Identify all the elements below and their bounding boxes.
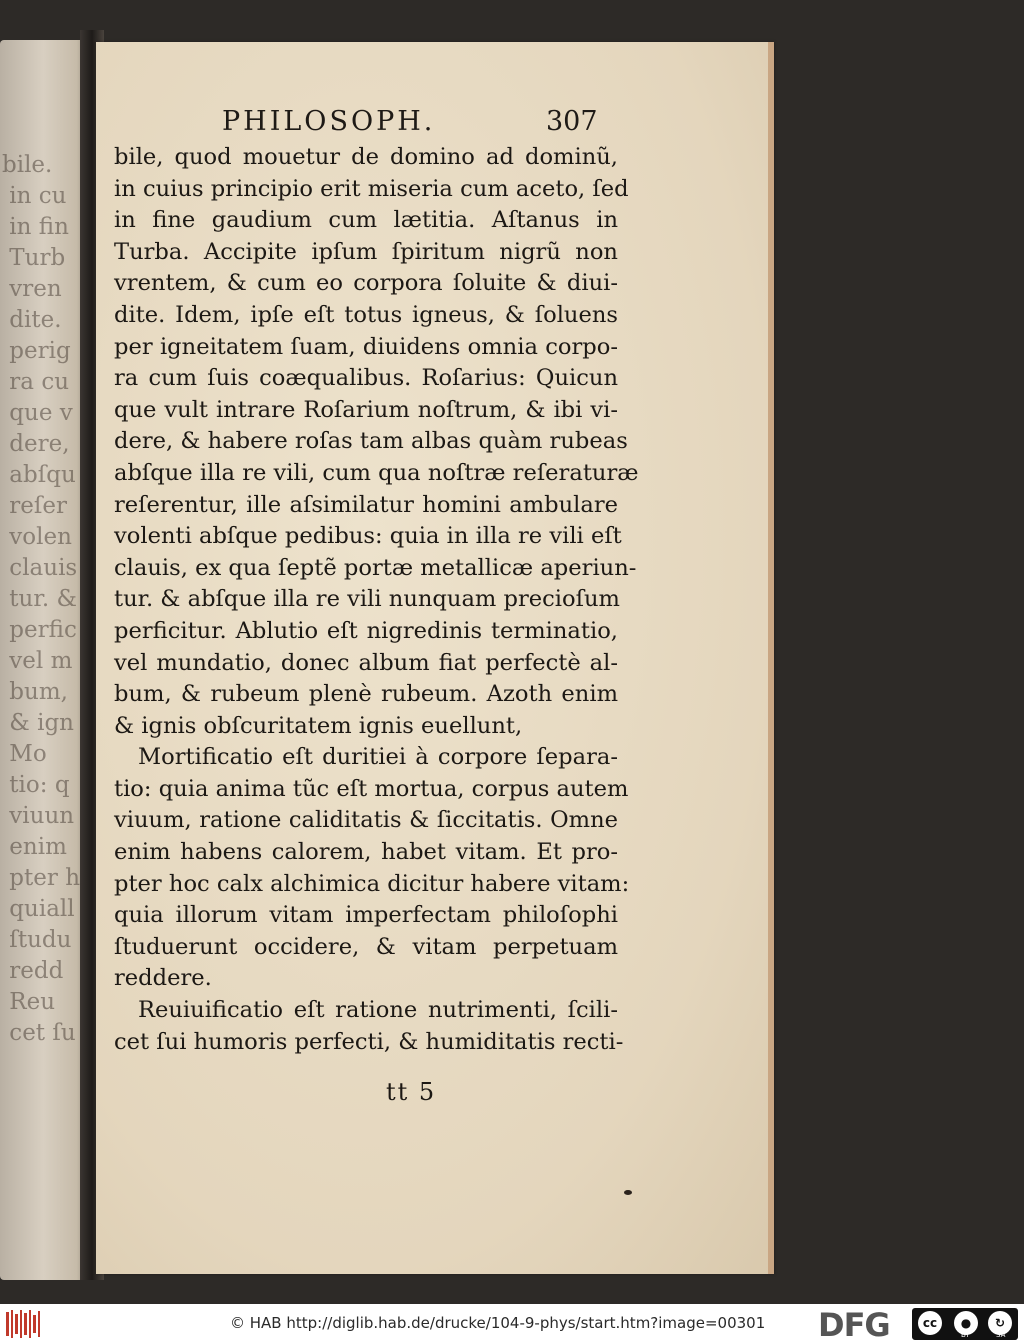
text-line: in cuius principio erit miseria cum aceto, ſed (114, 175, 629, 202)
credit-link[interactable]: © HAB http://diglib.hab.de/drucke/104-9-phys/start.htm?image=00301 (230, 1314, 766, 1332)
text-line: ſtuduerunt occidere, & vitam perpetuam (114, 933, 618, 960)
text-line: quia illorum vitam imperfectam philoſophi (114, 902, 618, 929)
text-line: volenti abſque pedibus: quia in illa re vili eſt (114, 523, 622, 550)
facing-page-text: bile. in cu in fin Turb vren dite. perig ra cu que v dere, abſqu reſer volen clauis tur. & perfic vel m bum, & ign Mo tio: q viuun enim pter h quiall ſtudu redd Reu cet ſu (2, 152, 81, 1046)
text-line: reſerentur, ille aſsimilatur homini ambulare (114, 491, 618, 518)
share-alike-icon: ↻ (988, 1311, 1012, 1335)
body-text (114, 142, 639, 1058)
cc-icon: cc (918, 1311, 942, 1335)
signature-mark: tt 5 (386, 1078, 437, 1106)
page-number: 307 (546, 106, 598, 137)
text-line: dite. Idem, ipſe eſt totus igneus, & ſoluens (114, 301, 618, 328)
text-line: tio: quia anima tũc eſt mortua, corpus autem (114, 775, 629, 802)
cc-by-label: BY (961, 1331, 970, 1339)
text-line: ra cum ſuis coæqualibus. Roſarius: Quicun (114, 365, 618, 392)
text-line: tur. & abſque illa re vili nunquam precioſum (114, 586, 620, 613)
text-line: in fine gaudium cum lætitia. Aſtanus in (114, 207, 618, 234)
credit-bar (0, 1304, 1024, 1344)
text-line: per igneitatem ſuam, diuidens omnia corpo- (114, 333, 618, 360)
running-head (96, 106, 772, 146)
text-line: viuum, ratione caliditatis & ſiccitatis. Omne (114, 807, 618, 834)
cc-sa-label: SA (996, 1331, 1006, 1339)
text-line: Mortificatio eſt duritiei à corpore ſepara- (138, 744, 618, 771)
text-line: vel mundatio, donec album fiat perfectè al- (114, 649, 618, 676)
text-line: bum, & rubeum plenè rubeum. Azoth enim (114, 681, 618, 708)
text-line: reddere. (114, 965, 212, 992)
barcode-icon (6, 1310, 42, 1338)
text-line: clauis, ex qua ſeptẽ portæ metallicæ aperiun- (114, 554, 637, 581)
page-edge (768, 42, 774, 1274)
book-page (96, 42, 772, 1274)
text-line: pter hoc calx alchimica dicitur habere vitam: (114, 870, 630, 897)
text-line: & ignis obſcuritatem ignis euellunt, (114, 712, 523, 739)
text-line: Reuiuificatio eſt ratione nutrimenti, ſcili- (138, 997, 618, 1024)
dfg-logo: DFG (818, 1306, 890, 1344)
text-line: enim habens calorem, habet vitam. Et pro- (114, 839, 618, 866)
cc-license-badge[interactable] (912, 1308, 1018, 1340)
text-line: vrentem, & cum eo corpora ſoluite & diui- (114, 270, 618, 297)
by-person-icon: ● (954, 1311, 978, 1335)
text-line: que vult intrare Roſarium noſtrum, & ibi vi- (114, 396, 618, 423)
text-line: dere, & habere roſas tam albas quàm rubeas (114, 428, 628, 455)
text-line: perficitur. Ablutio eſt nigredinis terminatio, (114, 617, 618, 644)
running-head-title: PHILOSOPH. (222, 106, 436, 137)
ink-speck (624, 1190, 632, 1195)
text-line: cet ſui humoris perfecti, & humiditatis recti- (114, 1028, 624, 1055)
text-line: Turba. Accipite ipſum ſpiritum nigrũ non (114, 238, 618, 265)
text-line: abſque illa re vili, cum qua noſtræ reſeraturæ (114, 459, 639, 486)
text-line: bile, quod mouetur de domino ad dominũ, (114, 144, 618, 170)
